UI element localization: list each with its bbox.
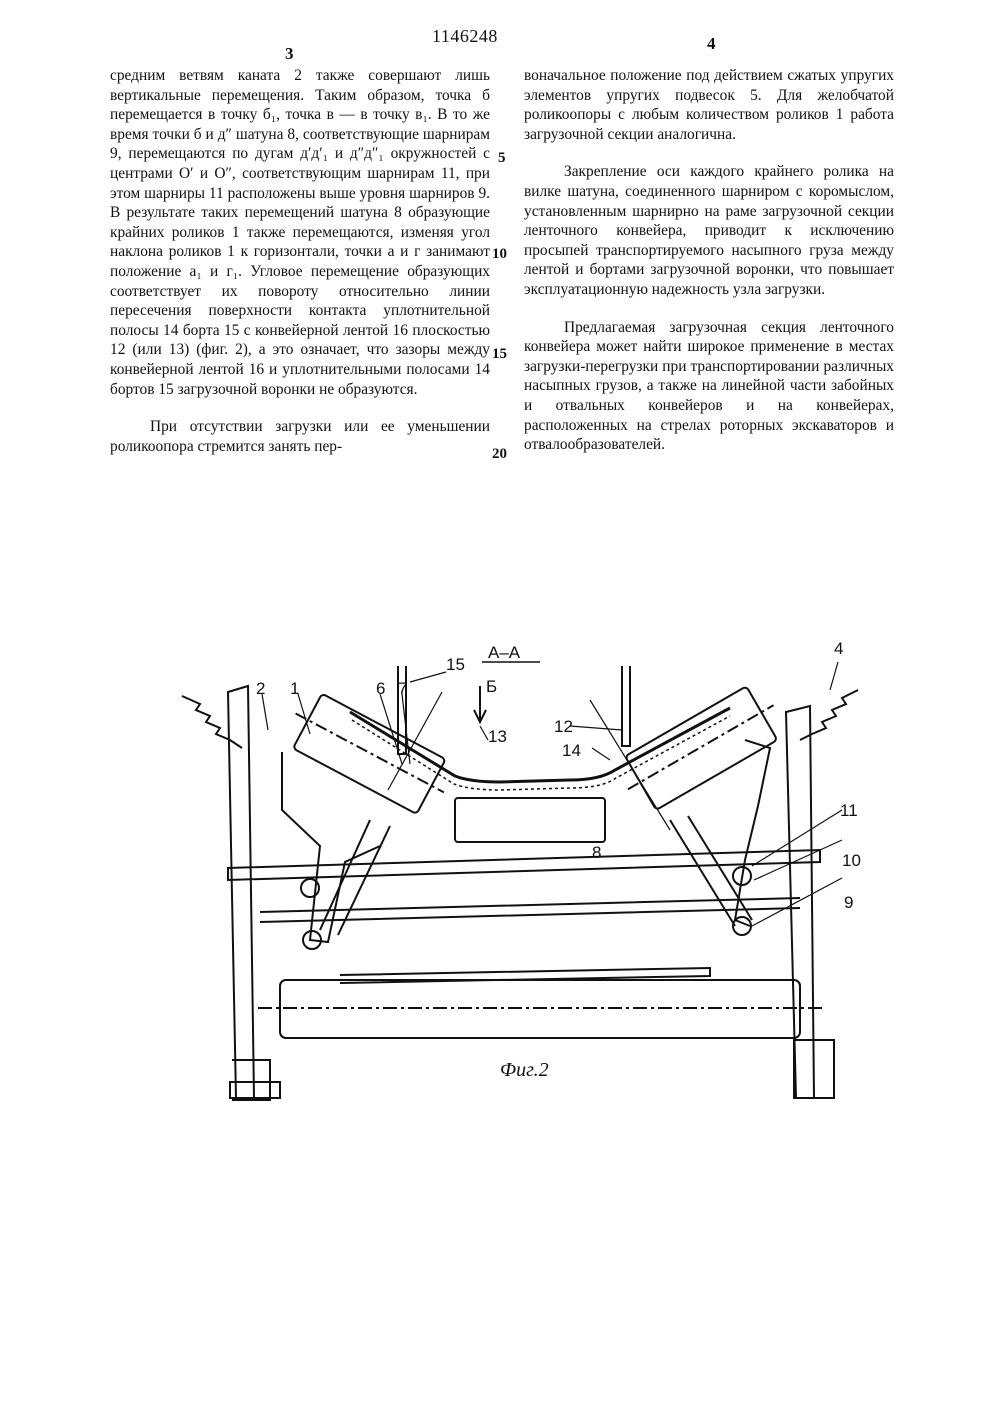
- left-paragraph: средним ветвям каната 2 также совершают лишь вертикальные перемещения. Таким образом, точка б перемещается в точку б₁, точка в — в точку в₁. В то же время точки б и д″ шатуна 8, соответствующие шарнирам 9, перемещаются по дугам д′д′₁ и д″д″₁ окружностей с центрами О′ и О″, соответствующим шарнирам 11, при этом шарниры 11 расположены выше уровня шарниров 9. В результате таких перемещений шатуна 8 образующие крайних роликов 1 также перемещаются, изменяя угол наклона роликов 1 к горизонтали, точки а и г занимают положение а₁ и г₁. Угловое перемещение образующих соответствует их повороту относительно линии пересечения поверхности контакта уплотнительной полосы 14 борта 15 с конвейерной лентой 16 плоскостью 12 (или 13) (фиг. 2), а это означает, что зазоры между конвейерной лентой 16 и уплотнительными полосами 14 бортов 15 загрузочной воронки не образуются.: [110, 67, 490, 398]
- right-chute-wall: [622, 666, 630, 746]
- callout-2: 2: [256, 679, 266, 698]
- figure-2: [170, 630, 870, 1110]
- callout-1: 1: [290, 679, 300, 698]
- left-spring: [182, 696, 242, 748]
- right-paragraph: Закрепление оси каждого крайнего ролика на вилке шатуна, соединенного шарниром с коромыслом, установленным шарнирно на раме загрузочной секции ленточного конвейера, приводит к исключению просыпей транспортируемого насыпного груза между лентой и бортами загрузочной воронки, что повышает эксплуатационную надежность узла загрузки.: [524, 163, 894, 298]
- patent-number: 1146248: [432, 26, 498, 46]
- right-page-number: 4: [707, 34, 716, 53]
- right-spring: [800, 690, 858, 740]
- right-wing-roller: [613, 679, 789, 817]
- callout-8: 8: [592, 843, 602, 862]
- callout-11: 11: [840, 801, 858, 820]
- right-paragraph: воначальное положение под действием сжатых упругих элементов упругих подвесок 5. Для желобчатой роликоопоры с любым количеством роликов 1 работа загрузочной секции аналогична.: [524, 67, 894, 143]
- left-frame-foot: [232, 1060, 270, 1100]
- left-base-plate: [230, 1082, 280, 1098]
- left-page-number: 3: [285, 44, 294, 63]
- left-column: [110, 66, 490, 456]
- line-number: 5: [498, 150, 506, 166]
- callout-13: 13: [488, 727, 507, 746]
- callout-9: 9: [844, 893, 854, 912]
- view-arrow: [474, 686, 486, 722]
- figure-caption: Фиг.2: [500, 1059, 549, 1081]
- callout-7: 7: [398, 679, 408, 698]
- section-label: А–А: [488, 643, 521, 662]
- callout-10: 10: [842, 851, 861, 870]
- line-number: 20: [492, 446, 507, 462]
- left-wing-roller: [281, 687, 458, 821]
- view-arrow-label: Б: [486, 677, 498, 696]
- center-roller: [455, 798, 605, 842]
- callout-6: 6: [376, 679, 386, 698]
- left-paragraph: При отсутствии загрузки или ее уменьшении роликоопора стремится занять пер-: [110, 418, 490, 455]
- callout-14: 14: [562, 741, 581, 760]
- callout-15: 15: [446, 655, 465, 674]
- callout-4: 4: [834, 639, 844, 658]
- right-paragraph: Предлагаемая загрузочная секция ленточного конвейера может найти широкое применение в местах загрузки-перегрузки при транспортировании различных насыпных грузов, а также на линейной части забойных и отвальных конвейеров и на конвейерах, расположенных на стрелах роторных экскаваторов и отвалообразователей.: [524, 318, 894, 454]
- callout-12: 12: [554, 717, 573, 736]
- right-column: [524, 66, 894, 455]
- line-number: 15: [492, 346, 507, 362]
- left-connecting-rod: [282, 752, 380, 942]
- line-number: 10: [492, 246, 507, 262]
- conveyor-drawing: [170, 630, 870, 1110]
